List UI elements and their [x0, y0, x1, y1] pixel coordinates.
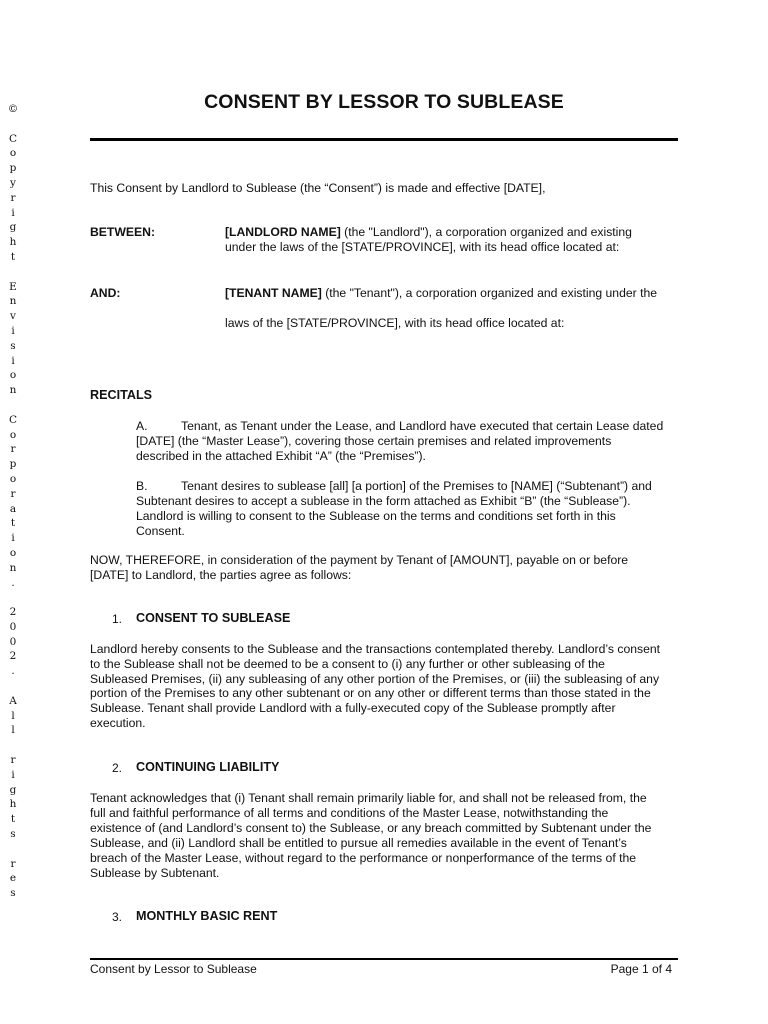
- copyright-char: s: [10, 887, 16, 900]
- copyright-char: [5, 398, 21, 413]
- recital-b-line-4: Consent.: [136, 524, 185, 538]
- recital-a-line-2: [DATE] (the “Master Lease”), covering those certain premises and related improvements: [136, 434, 612, 448]
- between-line-2: under the laws of the [STATE/PROVINCE], with its head office located at:: [225, 240, 620, 254]
- section-1-line-6: execution.: [90, 716, 146, 730]
- copyright-char: n: [9, 561, 17, 574]
- section-3-heading: MONTHLY BASIC RENT: [136, 909, 278, 923]
- copyright-char: g: [9, 783, 17, 796]
- section-1-number: 1.: [112, 612, 123, 626]
- and-line-2: laws of the [STATE/PROVINCE], with its head office located at:: [225, 316, 565, 330]
- copyright-vertical-text: [5, 102, 21, 901]
- copyright-char: y: [10, 176, 16, 189]
- copyright-char: t: [10, 517, 16, 530]
- copyright-char: [5, 590, 21, 605]
- copyright-char: t: [10, 813, 16, 826]
- section-2-line-3: existence of (and Landlord’s consent to) the Sublease, or any breach committed by Subtenant under the: [90, 821, 652, 835]
- between-line-1: [225, 225, 632, 240]
- copyright-char: 0: [9, 620, 17, 633]
- recital-b-line-3: Landlord is willing to consent to the Sublease on the terms and conditions set forth in this: [136, 509, 616, 523]
- copyright-char: i: [11, 206, 15, 219]
- recital-b-marker: B.: [136, 479, 148, 493]
- recital-b-line-1: Tenant desires to sublease [all] [a portion] of the Premises to [NAME] (“Subtenant”) and: [181, 479, 652, 493]
- copyright-char: C: [8, 132, 18, 145]
- copyright-char: [5, 265, 21, 280]
- footer-document-title: Consent by Lessor to Sublease: [90, 962, 257, 976]
- tenant-name: [TENANT NAME]: [225, 286, 322, 300]
- copyright-char: A: [9, 694, 17, 707]
- copyright-char: t: [10, 250, 16, 263]
- recitals-heading: RECITALS: [90, 388, 153, 402]
- recital-a-marker: A.: [136, 419, 148, 433]
- copyright-char: o: [9, 472, 17, 485]
- section-2-line-4: Sublease, and (ii) Landlord shall be entitled to pursue all remedies available in the event of Tenant’s: [90, 836, 627, 850]
- copyright-char: e: [9, 872, 17, 885]
- copyright-char: i: [11, 324, 15, 337]
- recital-b-line-2: Subtenant desires to accept a sublease in the form attached as Exhibit “B” (the “Sublease”).: [136, 494, 631, 508]
- landlord-name: [LANDLORD NAME]: [225, 225, 341, 239]
- now-therefore-line-2: [DATE] to Landlord, the parties agree as follows:: [90, 568, 352, 582]
- footer-divider: [90, 958, 678, 960]
- copyright-char: 2: [9, 650, 17, 663]
- copyright-char: l: [11, 709, 15, 722]
- section-1-heading: CONSENT TO SUBLEASE: [136, 611, 291, 625]
- section-1-line-1: Landlord hereby consents to the Sublease and the transactions contemplated thereby. Landlord’s consent: [90, 642, 661, 656]
- copyright-char: r: [10, 754, 16, 767]
- copyright-char: h: [9, 236, 17, 249]
- copyright-char: i: [11, 532, 15, 545]
- copyright-char: .: [11, 576, 15, 589]
- section-2-line-2: full and faithful performance of all terms and conditions of the Master Lease, notwithstanding the: [90, 806, 609, 820]
- copyright-char: [5, 842, 21, 857]
- copyright-char: o: [9, 428, 17, 441]
- footer-page-number: Page 1 of 4: [610, 962, 672, 976]
- between-label: BETWEEN:: [90, 225, 155, 239]
- and-label: AND:: [90, 286, 121, 300]
- copyright-char: i: [11, 768, 15, 781]
- copyright-char: [5, 738, 21, 753]
- copyright-char: p: [9, 458, 17, 471]
- copyright-char: 0: [9, 635, 17, 648]
- copyright-char: p: [9, 162, 17, 175]
- copyright-char: g: [9, 221, 17, 234]
- copyright-char: o: [9, 546, 17, 559]
- copyright-char: ©: [7, 103, 19, 115]
- section-2-heading: CONTINUING LIABILITY: [136, 760, 280, 774]
- copyright-char: .: [11, 665, 15, 678]
- title-divider: [90, 138, 678, 141]
- and-line-1: [225, 286, 657, 301]
- copyright-char: C: [8, 413, 18, 426]
- section-2-line-5: breach of the Master Lease, without regard to the performance or nonperformance of the terms of the: [90, 851, 637, 865]
- copyright-char: l: [11, 724, 15, 737]
- document-title: CONSENT BY LESSOR TO SUBLEASE: [204, 91, 564, 113]
- copyright-char: 2: [9, 606, 17, 619]
- section-3-number: 3.: [112, 910, 123, 924]
- copyright-char: r: [10, 857, 16, 870]
- copyright-char: n: [9, 384, 17, 397]
- section-1-line-5: Sublease. Tenant shall provide Landlord with a fully-executed copy of the Sublease promptly after: [90, 701, 616, 715]
- and-text-1: (the "Tenant"), a corporation organized and existing under the: [321, 286, 658, 300]
- copyright-char: v: [10, 310, 16, 323]
- now-therefore-line-1: NOW, THEREFORE, in consideration of the payment by Tenant of [AMOUNT], payable on or before: [90, 553, 629, 567]
- recital-a-line-1: Tenant, as Tenant under the Lease, and Landlord have executed that certain Lease dated: [181, 419, 664, 433]
- copyright-char: i: [11, 354, 15, 367]
- copyright-char: [5, 117, 21, 132]
- copyright-char: o: [9, 147, 17, 160]
- section-1-line-3: Subleased Premises, (ii) any subleasing of any other portion of the Premises, or (iii) the subleasing of any: [90, 672, 660, 686]
- copyright-char: E: [9, 280, 17, 293]
- recital-a-line-3: described in the attached Exhibit “A” (the “Premises”).: [136, 449, 426, 463]
- intro-paragraph: This Consent by Landlord to Sublease (the “Consent”) is made and effective [DATE],: [90, 181, 546, 195]
- copyright-char: r: [10, 191, 16, 204]
- copyright-char: s: [10, 828, 16, 841]
- section-1-line-2: to the Sublease shall not be deemed to be a consent to (i) any further or other subleasing of the: [90, 657, 605, 671]
- copyright-char: a: [9, 502, 17, 515]
- copyright-char: h: [9, 798, 17, 811]
- section-2-line-6: Sublease by Subtenant.: [90, 866, 220, 880]
- section-2-line-1: Tenant acknowledges that (i) Tenant shall remain primarily liable for, and shall not be released from, the: [90, 791, 647, 805]
- copyright-char: r: [10, 443, 16, 456]
- between-text-1: (the "Landlord"), a corporation organized and existing: [340, 225, 632, 239]
- section-1-line-4: portion of the Premises to any other subtenant or on any other or different terms than those stated in the: [90, 686, 651, 700]
- copyright-char: r: [10, 487, 16, 500]
- copyright-char: [5, 679, 21, 694]
- copyright-char: o: [9, 369, 17, 382]
- copyright-char: n: [9, 295, 17, 308]
- section-2-number: 2.: [112, 761, 123, 775]
- copyright-char: s: [10, 339, 16, 352]
